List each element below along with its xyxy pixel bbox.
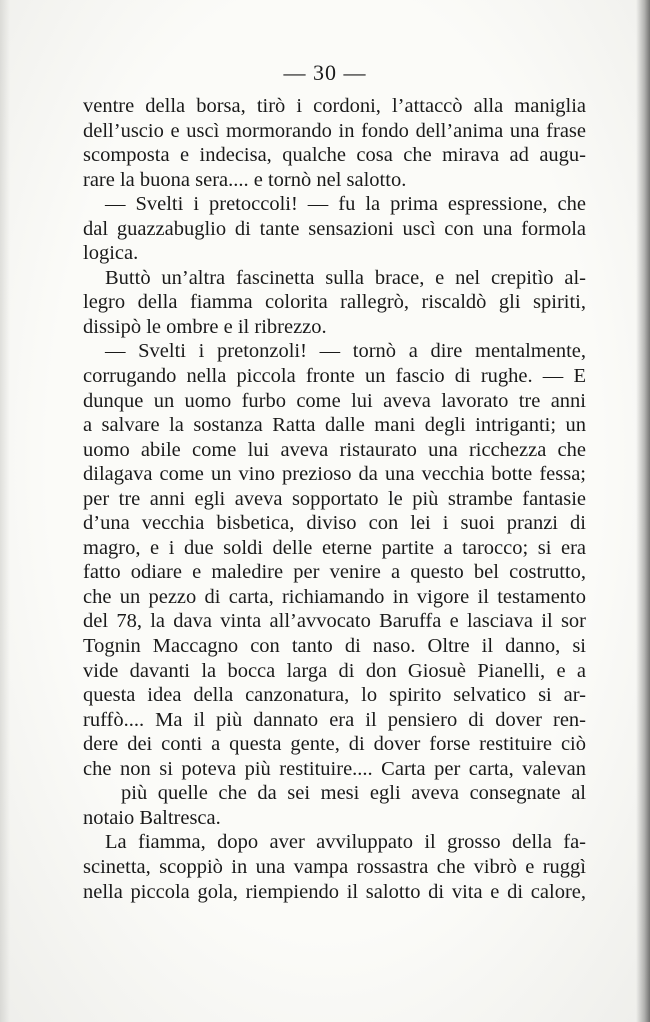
text-line: per tre anni egli aveva sopportato le più strambe fantasie <box>83 487 586 510</box>
text-line: logica. <box>83 242 139 265</box>
text-line: legro della fiamma colorita rallegrò, riscaldò gli spiriti, <box>83 291 586 314</box>
text-line: dunque un uomo furbo come lui aveva lavorato tre anni <box>83 389 586 412</box>
text-line: vide davanti la bocca larga di don Giosuè Pianelli, e a <box>83 659 586 682</box>
text-line: del 78, la dava vinta all’avvocato Baruffa e lasciava il sor <box>83 610 586 633</box>
text-line: Tognin Maccagno con tanto di naso. Oltre il danno, si <box>83 635 586 658</box>
page-left-shadow <box>0 0 10 1022</box>
text-line: corrugando nella piccola fronte un fascio di rughe. — E <box>83 365 586 388</box>
text-line: ruffò.... Ma il più dannato era il pensiero di dover ren- <box>83 708 586 731</box>
text-line: scomposta e indecisa, qualche cosa che mirava ad augu- <box>83 144 586 167</box>
text-line: che non si poteva più restituire.... Carta per carta, valevan <box>83 757 586 780</box>
page-binding-shadow <box>636 0 650 1022</box>
text-line: scinetta, scoppiò in una vampa rossastra che vibrò e ruggì <box>83 855 586 878</box>
text-line: dere dei conti a questa gente, di dover forse restituire ciò <box>83 733 586 756</box>
text-line: dell’uscio e uscì mormorando in fondo dell’anima una frase <box>83 119 586 142</box>
text-line: rare la buona sera.... e tornò nel salotto. <box>83 168 407 191</box>
text-line: La fiamma, dopo aver avviluppato il grosso della fa- <box>105 831 586 854</box>
text-line: uomo abile come lui aveva ristaurato una ricchezza che <box>83 438 586 461</box>
text-line: d’una vecchia bisbetica, diviso con lei i suoi pranzi di <box>83 512 586 535</box>
page-number: — 30 — <box>283 60 367 85</box>
text-line: nella piccola gola, riempiendo il salotto di vita e di calore, <box>83 880 586 903</box>
text-line: che un pezzo di carta, richiamando in vigore il testamento <box>83 585 586 608</box>
text-line: magro, e i due soldi delle eterne partite a tarocco; si era <box>83 536 586 559</box>
text-line: dal guazzabuglio di tante sensazioni uscì con una formola <box>83 217 586 240</box>
body-text <box>83 94 586 904</box>
text-line: dissipò le ombre e il ribrezzo. <box>83 315 327 338</box>
text-line: — Svelti i pretonzoli! — tornò a dire mentalmente, <box>105 340 586 363</box>
text-line: ventre della borsa, tirò i cordoni, l’attaccò alla maniglia <box>83 95 586 117</box>
text-line: notaio Baltresca. <box>83 806 221 829</box>
text-line: questa idea della canzonatura, lo spirito selvatico si ar- <box>83 684 586 707</box>
text-line: a salvare la sostanza Ratta dalle mani degli intriganti; un <box>83 414 586 437</box>
text-line: fatto odiare e maledire per venire a questo bel costrutto, <box>83 561 586 584</box>
text-line: più quelle che da sei mesi egli aveva consegnate al <box>121 782 586 805</box>
text-line: dilagava come un vino prezioso da una vecchia botte fessa; <box>83 463 586 486</box>
text-line: — Svelti i pretoccoli! — fu la prima espressione, che <box>105 193 586 216</box>
text-line: Buttò un’altra fascinetta sulla brace, e nel crepitìo al- <box>105 266 586 289</box>
